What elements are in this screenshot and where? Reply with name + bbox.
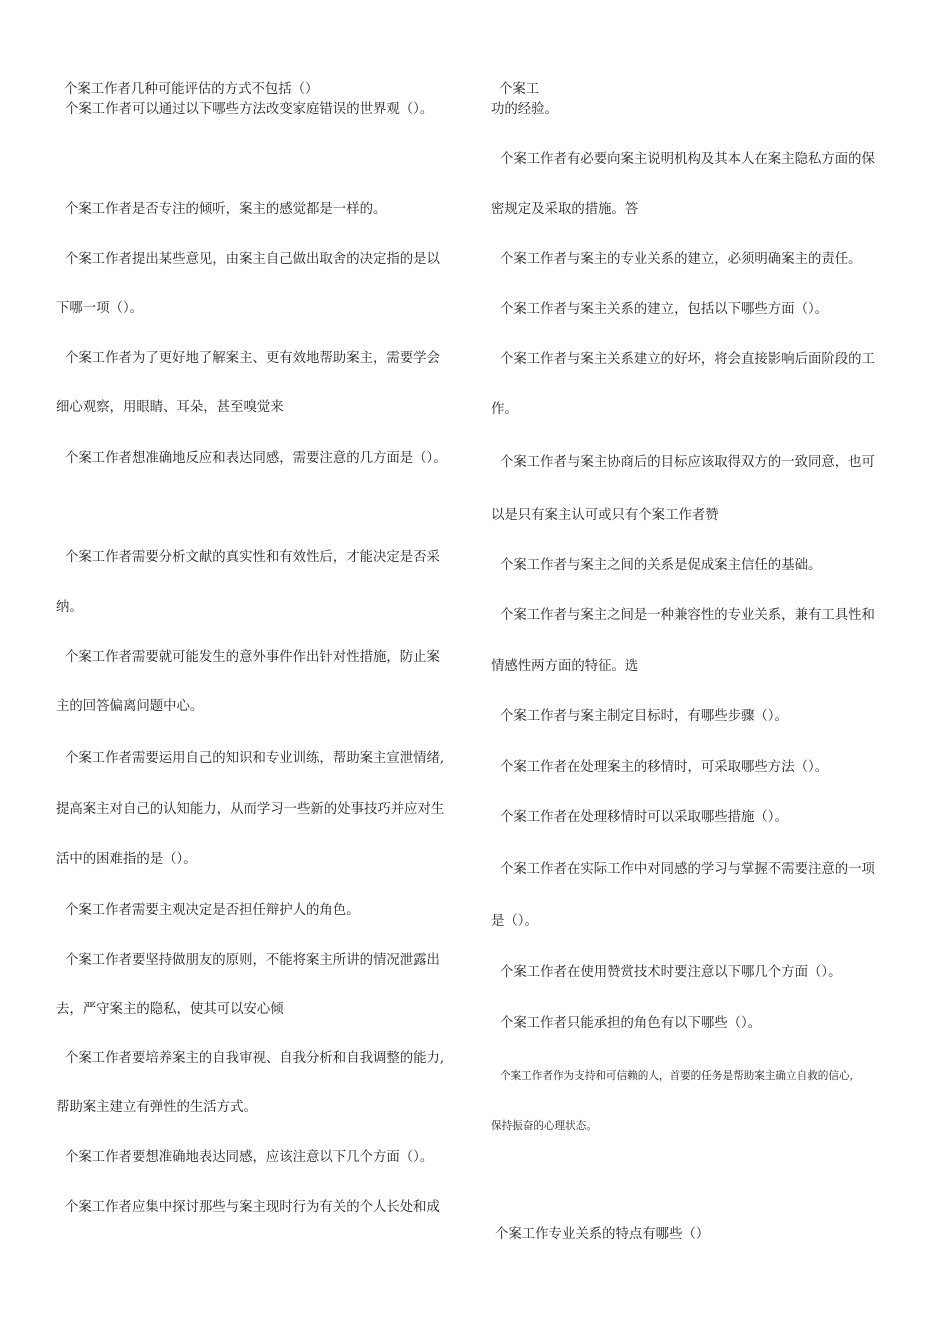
cut-off-question-top: 个案工: [499, 82, 540, 97]
question-line: 个案工作者提出某些意见，由案主自己做出取舍的决定指的是以: [65, 252, 440, 267]
question-line: 纳。: [56, 600, 83, 615]
question-line: 个案工作者需要主观决定是否担任辩护人的角色。: [65, 903, 360, 918]
question-line: 个案工作者要坚持做朋友的原则，不能将案主所讲的情况泄露出: [65, 953, 440, 968]
question-line: 是（）。: [491, 914, 538, 929]
question-line: 细心观察，用眼睛、耳朵，甚至嗅觉来: [56, 400, 284, 415]
question-line: 活中的困难指的是（）。: [56, 852, 197, 867]
question-line: 个案工作者与案主之间是一种兼容性的专业关系，兼有工具性和: [500, 608, 875, 623]
question-line: 提高案主对自己的认知能力，从而学习一些新的处事技巧并应对生: [56, 802, 445, 817]
question-line: 密规定及采取的措施。答: [491, 202, 639, 217]
question-line: 个案工作者与案主关系的建立，包括以下哪些方面（）。: [500, 302, 829, 317]
question-line: 个案工作者与案主之间的关系是促成案主信任的基础。: [500, 558, 822, 573]
question-line: 作。: [491, 402, 518, 417]
question-line: 个案工作者作为支持和可信赖的人，首要的任务是帮助案主确立自救的信心,: [500, 1070, 853, 1082]
question-line: 去，严守案主的隐私，使其可以安心倾: [56, 1002, 284, 1017]
question-line: 个案工作者要培养案主的自我审视、自我分析和自我调整的能力,: [65, 1051, 445, 1066]
question-line: 下哪一项（）。: [56, 301, 144, 316]
cut-off-question-top: 个案工作者几种可能评估的方式不包括（）: [64, 82, 319, 97]
question-line: 个案工作者只能承担的角色有以下哪些（）。: [500, 1016, 762, 1031]
question-line: 个案工作者与案主关系建立的好坏，将会直接影响后面阶段的工: [500, 352, 875, 367]
question-line: 个案工作者想准确地反应和表达同感，需要注意的几方面是（）。: [65, 451, 447, 466]
question-line: 个案工作者要想准确地表达同感，应该注意以下几个方面（）。: [65, 1150, 434, 1165]
question-line: 个案工作者有必要向案主说明机构及其本人在案主隐私方面的保: [500, 152, 875, 167]
question-line: 个案工作者需要运用自己的知识和专业训练，帮助案主宣泄情绪,: [65, 751, 445, 766]
question-line: 个案工作者在处理案主的移情时，可采取哪些方法（）。: [500, 760, 829, 775]
question-line: 功的经验。: [491, 102, 558, 117]
question-line: 个案工作者应集中探讨那些与案主现时行为有关的个人长处和成: [65, 1200, 440, 1215]
question-line: 个案工作者在处理移情时可以采取哪些措施（）。: [500, 810, 788, 825]
question-line: 个案工作者为了更好地了解案主、更有效地帮助案主，需要学会: [65, 351, 440, 366]
question-line: 保持振奋的心理状态。: [491, 1120, 597, 1132]
question-line: 个案工作者与案主的专业关系的建立，必须明确案主的责任。: [500, 252, 862, 267]
question-line: 情感性两方面的特征。选: [491, 659, 639, 674]
question-line: 个案工作者与案主制定目标时，有哪些步骤（）。: [500, 709, 788, 724]
question-line: 个案工作者在使用赞赏技术时要注意以下哪几个方面（）。: [500, 965, 842, 980]
question-line: 个案工作者可以通过以下哪些方法改变家庭错误的世界观（）。: [65, 102, 434, 117]
question-line: 个案工作者需要分析文献的真实性和有效性后，才能决定是否采: [65, 550, 440, 565]
question-line: 个案工作者需要就可能发生的意外事件作出针对性措施，防止案: [65, 650, 440, 665]
question-line: 主的回答偏离问题中心。: [56, 699, 204, 714]
question-line: 个案工作者在实际工作中对同感的学习与掌握不需要注意的一项: [500, 862, 875, 877]
cut-off-question-bottom: 个案工作专业关系的特点有哪些（）: [495, 1227, 710, 1242]
question-line: 以是只有案主认可或只有个案工作者赞: [491, 508, 719, 523]
question-line: 个案工作者是否专注的倾听，案主的感觉都是一样的。: [65, 202, 387, 217]
question-line: 个案工作者与案主协商后的目标应该取得双方的一致同意，也可: [500, 455, 875, 470]
question-line: 帮助案主建立有弹性的生活方式。: [56, 1100, 257, 1115]
